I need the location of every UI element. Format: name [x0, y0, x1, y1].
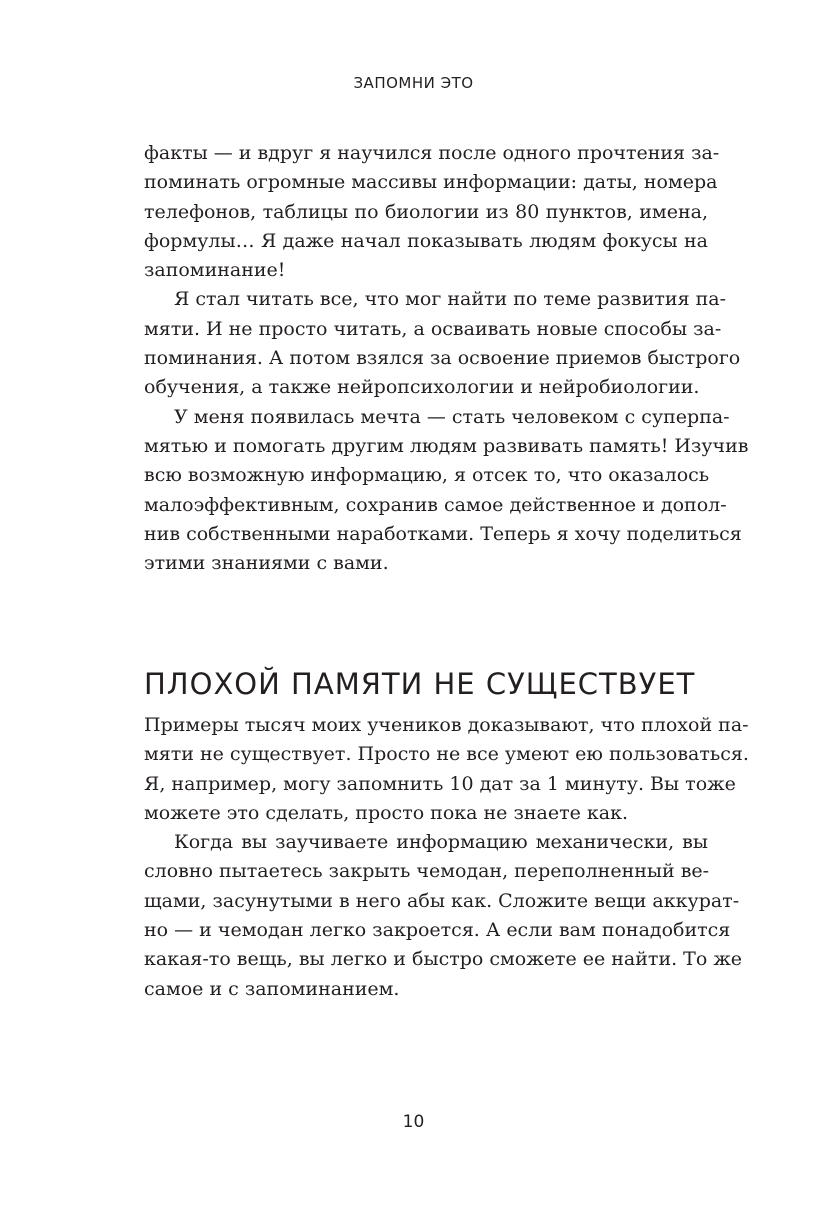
section-heading: ПЛОХОЙ ПАМЯТИ НЕ СУЩЕСТВУЕТ	[144, 667, 696, 701]
text-line: малоэффективным, сохранив самое действенное и допол-	[144, 493, 727, 516]
paragraph	[144, 139, 720, 285]
text-line: обучения, а также нейропсихологии и нейробиологии.	[144, 376, 700, 399]
page-number: 10	[402, 1112, 425, 1132]
text-line: поминания. А потом взялся за освоение приемов быстрого	[144, 347, 741, 370]
text-line: самое и с запоминанием.	[144, 977, 400, 1000]
text-line: словно пытаетесь закрыть чемодан, переполненный ве-	[144, 860, 710, 883]
text-line: формулы… Я даже начал показывать людям фокусы на	[144, 229, 708, 252]
text-line: запоминание!	[144, 259, 286, 282]
text-line: мяти не существует. Просто не все умеют ею пользоваться.	[144, 743, 749, 766]
paragraph	[144, 403, 749, 579]
text-line: Примеры тысяч моих учеников доказывают, что плохой па-	[144, 714, 749, 736]
paragraph	[144, 285, 741, 402]
text-line: У меня появилась мечта — стать человеком с суперпа-	[174, 405, 730, 428]
body-text-top	[144, 139, 749, 578]
text-line: поминать огромные массивы информации: даты, номера	[144, 171, 718, 194]
text-line: какая-то вещь, вы легко и быстро сможете ее найти. То же	[144, 948, 743, 971]
text-line: щами, засунутыми в него абы как. Сложите вещи аккурат-	[144, 889, 740, 912]
text-line: телефонов, таблицы по биологии из 80 пунктов, имена,	[144, 200, 708, 223]
text-line: факты — и вдруг я научился после одного прочтения за-	[144, 142, 720, 164]
text-line: но — и чемодан легко закроется. А если вам понадобится	[144, 919, 731, 942]
text-line: всю возможную информацию, я отсек то, что оказалось	[144, 464, 710, 487]
text-line: Я, например, могу запомнить 10 дат за 1 минуту. Вы тоже	[144, 772, 736, 795]
running-head: ЗАПОМНИ ЭТО	[353, 74, 474, 92]
text-line: этими знаниями с вами.	[144, 552, 389, 575]
paragraph	[144, 828, 743, 1004]
text-line: Я стал читать все, что мог найти по теме развития па-	[174, 288, 727, 311]
text-line: мятью и помогать другим людям развивать память! Изучив	[144, 434, 749, 457]
text-line: нив собственными наработками. Теперь я хочу поделиться	[144, 522, 742, 545]
text-line: можете это сделать, просто пока не знаете как.	[144, 801, 628, 824]
paragraph	[144, 711, 749, 828]
body-text-bottom	[144, 711, 749, 1004]
text-line: Когда вы заучиваете информацию механически, вы	[174, 831, 708, 854]
text-line: мяти. И не просто читать, а осваивать новые способы за-	[144, 317, 722, 340]
